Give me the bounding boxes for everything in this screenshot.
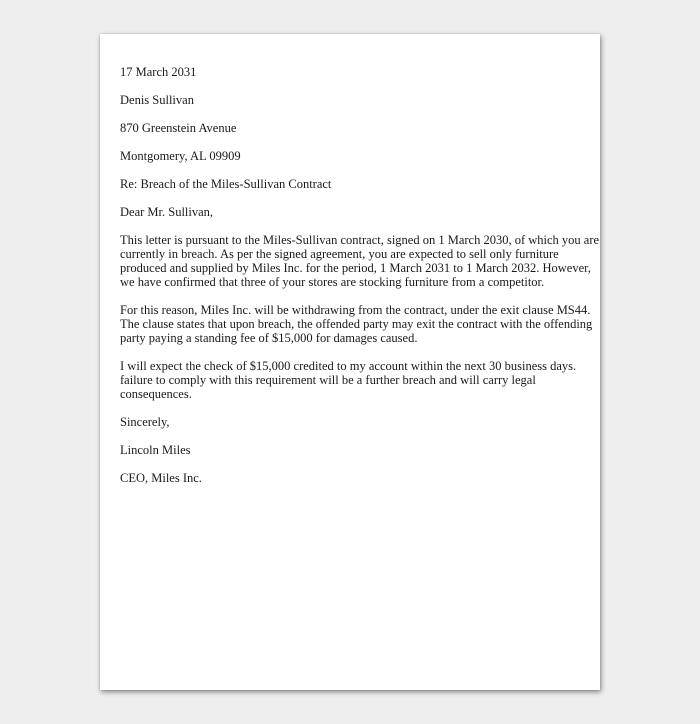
salutation: Dear Mr. Sullivan, — [120, 205, 214, 219]
paragraph-line: we have confirmed that three of your stores are stocking furniture from a competitor. — [120, 275, 545, 289]
paragraph-line: This letter is pursuant to the Miles-Sullivan contract, signed on 1 March 2030, of which you are — [120, 233, 600, 247]
paragraph-line: For this reason, Miles Inc. will be withdrawing from the contract, under the exit clause MS44. — [120, 303, 591, 317]
paragraph-line: currently in breach. As per the signed agreement, you are expected to sell only furniture — [120, 247, 559, 261]
closing: Sincerely, — [120, 415, 170, 429]
paragraph-line: consequences. — [120, 387, 192, 401]
signer-title: CEO, Miles Inc. — [120, 471, 202, 485]
paragraph-line: failure to comply with this requirement will be a further breach and will carry legal — [120, 373, 536, 387]
subject-line: Re: Breach of the Miles-Sullivan Contract — [120, 177, 332, 191]
document-page — [100, 34, 600, 690]
paragraph-breach-notice — [120, 233, 600, 289]
paragraph-line: produced and supplied by Miles Inc. for the period, 1 March 2031 to 1 March 2032. However, — [120, 261, 591, 275]
recipient-name: Denis Sullivan — [120, 93, 194, 107]
paragraph-line: party paying a standing fee of $15,000 for damages caused. — [120, 331, 418, 345]
paragraph-payment — [120, 359, 585, 401]
signer-name: Lincoln Miles — [120, 443, 191, 457]
recipient-city: Montgomery, AL 09909 — [120, 149, 241, 163]
recipient-street: 870 Greenstein Avenue — [120, 121, 237, 135]
letter-date: 17 March 2031 — [120, 65, 197, 79]
paragraph-line: I will expect the check of $15,000 credited to my account within the next 30 business days. — [120, 359, 577, 373]
paragraph-withdrawal — [120, 303, 593, 345]
paragraph-line: The clause states that upon breach, the offended party may exit the contract with the offending — [120, 317, 593, 331]
letter-body — [120, 65, 600, 499]
